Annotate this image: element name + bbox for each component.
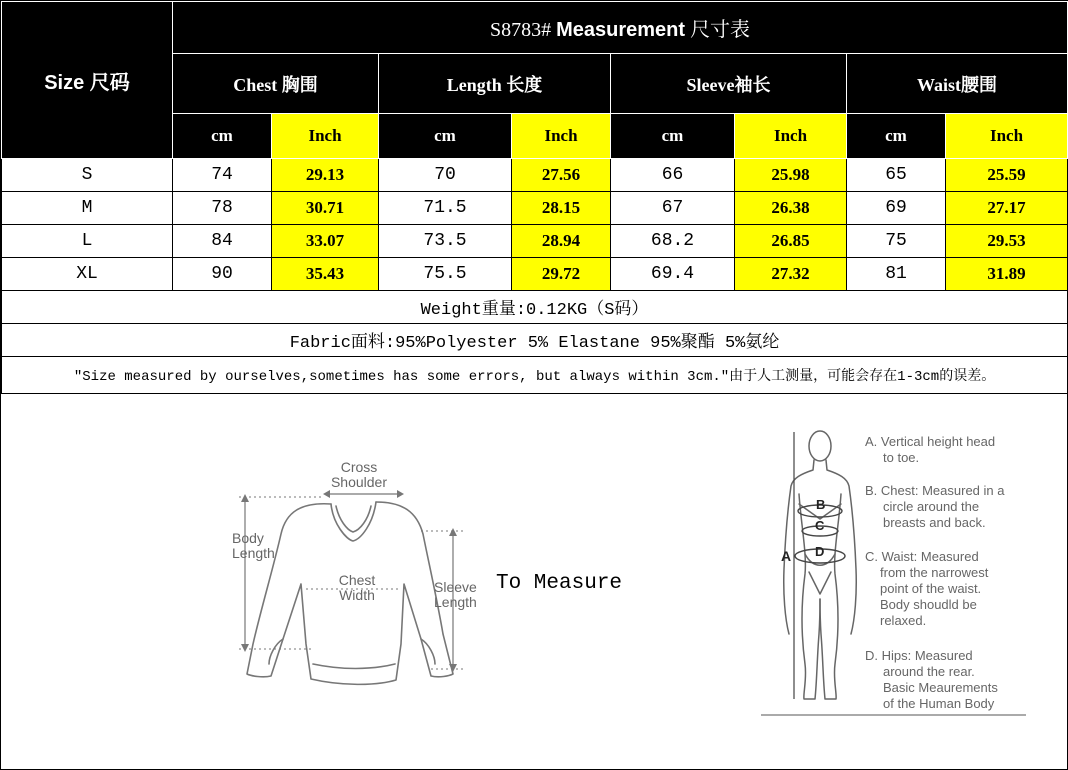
- size-cell: XL: [2, 258, 173, 291]
- size-cell: L: [2, 225, 173, 258]
- value-cell: 75.5: [379, 258, 512, 291]
- value-cell: 78: [173, 192, 272, 225]
- unit-header: cm: [379, 114, 512, 159]
- to-measure-text: To Measure: [496, 572, 623, 595]
- value-cell: 73.5: [379, 225, 512, 258]
- value-cell: 29.53: [946, 225, 1068, 258]
- cross-shoulder-label: Cross Shoulder: [330, 459, 388, 490]
- chest-width-label: Chest Width: [338, 572, 376, 603]
- value-cell: 67: [611, 192, 735, 225]
- unit-header: cm: [173, 114, 272, 159]
- marker-a: A: [781, 548, 792, 564]
- value-cell: 26.85: [735, 225, 847, 258]
- value-cell: 90: [173, 258, 272, 291]
- marker-c: C: [815, 518, 825, 533]
- body-figure: [784, 431, 857, 699]
- value-cell: 74: [173, 159, 272, 192]
- table-row: [2, 192, 1068, 225]
- marker-b: B: [816, 497, 826, 512]
- size-header: Size 尺码: [2, 2, 173, 159]
- value-cell: 71.5: [379, 192, 512, 225]
- value-cell: 28.15: [512, 192, 611, 225]
- legend-d: D. Hips: Measured around the rear. Basic Meaurements of the Human Body: [865, 648, 998, 711]
- size-cell: M: [2, 192, 173, 225]
- value-cell: 27.17: [946, 192, 1068, 225]
- unit-header: cm: [611, 114, 735, 159]
- value-cell: 33.07: [272, 225, 379, 258]
- value-cell: 84: [173, 225, 272, 258]
- table-row: [2, 159, 1068, 192]
- value-cell: 25.59: [946, 159, 1068, 192]
- measurement-note: "Size measured by ourselves,sometimes has some errors, but always within 3cm."由于人工测量，可能会存在1-3cm的误差。: [2, 357, 1068, 394]
- group-waist: Waist腰围: [847, 54, 1068, 114]
- value-cell: 27.32: [735, 258, 847, 291]
- legend-a: A. Vertical height head to toe.: [865, 434, 996, 465]
- body-length-label: Body Length: [232, 530, 275, 561]
- group-chest: Chest 胸围: [173, 54, 379, 114]
- value-cell: 28.94: [512, 225, 611, 258]
- value-cell: 65: [847, 159, 946, 192]
- sleeve-length-label: Sleeve Length: [434, 579, 477, 610]
- value-cell: 35.43: [272, 258, 379, 291]
- title-bold: Measurement: [556, 19, 686, 41]
- title-code: S8783#: [490, 19, 552, 41]
- value-cell: 27.56: [512, 159, 611, 192]
- value-cell: 29.72: [512, 258, 611, 291]
- marker-d: D: [815, 544, 825, 559]
- value-cell: 81: [847, 258, 946, 291]
- value-cell: 29.13: [272, 159, 379, 192]
- table-title: [173, 2, 1068, 54]
- value-cell: 69: [847, 192, 946, 225]
- group-sleeve: Sleeve袖长: [611, 54, 847, 114]
- value-cell: 69.4: [611, 258, 735, 291]
- unit-header: Inch: [735, 114, 847, 159]
- table-row: [2, 258, 1068, 291]
- value-cell: 30.71: [272, 192, 379, 225]
- table-row: [2, 225, 1068, 258]
- value-cell: 25.98: [735, 159, 847, 192]
- value-cell: 26.38: [735, 192, 847, 225]
- value-cell: 31.89: [946, 258, 1068, 291]
- value-cell: 66: [611, 159, 735, 192]
- weight-info: Weight重量:0.12KG（S码）: [2, 291, 1068, 324]
- measure-diagram-area: [1, 394, 1067, 769]
- unit-header: cm: [847, 114, 946, 159]
- value-cell: 75: [847, 225, 946, 258]
- unit-header: Inch: [512, 114, 611, 159]
- size-cell: S: [2, 159, 173, 192]
- value-cell: 70: [379, 159, 512, 192]
- group-length: Length 长度: [379, 54, 611, 114]
- size-table: [1, 1, 1068, 394]
- fabric-info: Fabric面料:95%Polyester 5% Elastane 95%聚酯 5%氨纶: [2, 324, 1068, 357]
- unit-header: Inch: [946, 114, 1068, 159]
- legend-c: C. Waist: Measured from the narrowest point of the waist. Body shoudld be relaxed.: [865, 549, 989, 628]
- title-cn: 尺寸表: [690, 19, 751, 41]
- unit-header: Inch: [272, 114, 379, 159]
- legend-b: B. Chest: Measured in a circle around the breasts and back.: [865, 483, 1005, 530]
- value-cell: 68.2: [611, 225, 735, 258]
